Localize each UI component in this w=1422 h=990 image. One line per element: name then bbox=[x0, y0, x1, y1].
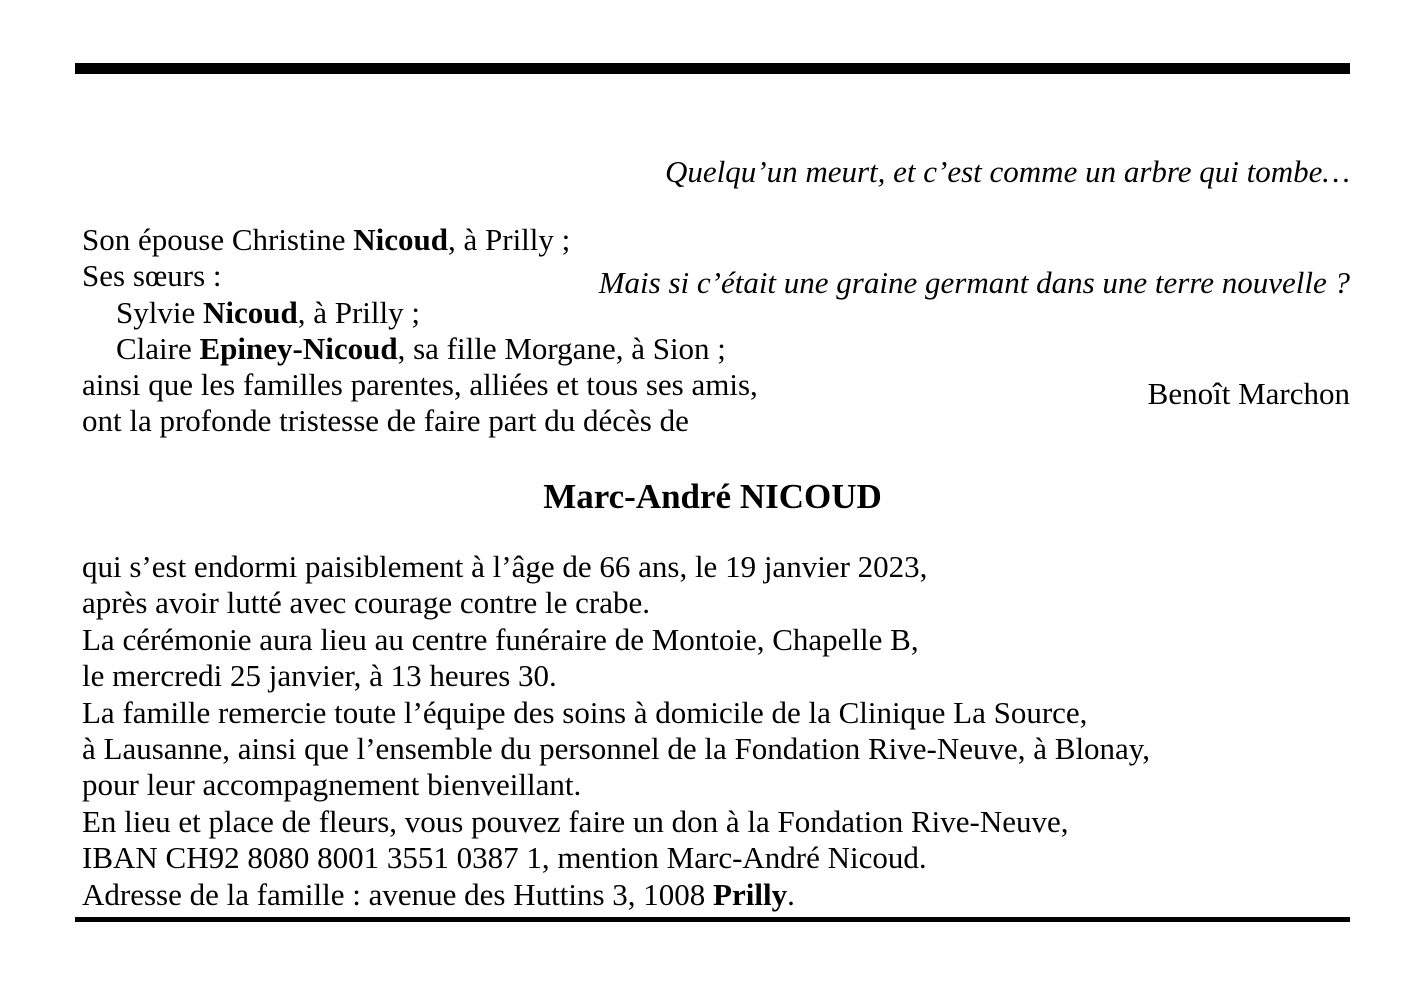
details-line-illness: après avoir lutté avec courage contre le crabe. bbox=[82, 585, 651, 621]
family-line-sisters-heading: Ses sœurs : bbox=[82, 258, 222, 294]
deceased-name: Marc-André NICOUD bbox=[543, 477, 882, 516]
spouse-surname: Nicoud bbox=[353, 222, 448, 257]
sister2-surname: Epiney-Nicoud bbox=[199, 330, 398, 366]
address-period: . bbox=[787, 876, 795, 912]
epigraph-attribution: Benoît Marchon bbox=[1147, 376, 1350, 411]
details-line-thanks-2: à Lausanne, ainsi que l’ensemble du personnel de la Fondation Rive-Neuve, à Blonay, bbox=[82, 731, 1151, 767]
details-line-thanks-1: La famille remercie toute l’équipe des soins à domicile de la Clinique La Source, bbox=[82, 694, 1088, 730]
epigraph-line-1: Quelqu’un meurt, et c’est comme un arbre qui tombe… bbox=[664, 154, 1350, 189]
address-city: Prilly bbox=[713, 876, 788, 912]
details-line-address bbox=[82, 877, 1350, 913]
top-rule bbox=[75, 63, 1350, 74]
sister2-text: Claire bbox=[116, 330, 200, 366]
family-section bbox=[82, 222, 1350, 440]
bottom-rule bbox=[75, 917, 1350, 922]
address-text: Adresse de la famille : avenue des Huttins 3, 1008 bbox=[82, 876, 714, 912]
family-line-sister-2 bbox=[82, 331, 1350, 367]
family-line-relatives: ainsi que les familles parentes, alliées et tous ses amis, bbox=[82, 367, 758, 403]
details-line-ceremony-place: La cérémonie aura lieu au centre funéraire de Montoie, Chapelle B, bbox=[82, 621, 919, 657]
sister2-place: , sa fille Morgane, à Sion ; bbox=[397, 330, 726, 366]
details-line-iban: IBAN CH92 8080 8001 3551 0387 1, mention Marc-André Nicoud. bbox=[82, 840, 927, 876]
sister1-surname: Nicoud bbox=[202, 294, 298, 330]
spouse-text: Son épouse Christine bbox=[82, 222, 354, 257]
epigraph-line-2: Mais si c’était une graine germant dans une terre nouvelle ? bbox=[598, 265, 1350, 300]
sister1-text: Sylvie bbox=[116, 294, 203, 330]
family-line-announcement: ont la profonde tristesse de faire part du décès de bbox=[82, 403, 689, 439]
family-line-sister-1 bbox=[82, 295, 1350, 331]
details-line-thanks-3: pour leur accompagnement bienveillant. bbox=[82, 767, 582, 803]
sister1-place: , à Prilly ; bbox=[297, 294, 421, 330]
spouse-place: , à Prilly ; bbox=[448, 222, 571, 257]
details-line-ceremony-time: le mercredi 25 janvier, à 13 heures 30. bbox=[82, 658, 557, 694]
details-line-death: qui s’est endormi paisiblement à l’âge de 66 ans, le 19 janvier 2023, bbox=[82, 549, 928, 584]
family-line-spouse bbox=[82, 222, 1350, 258]
details-line-donation: En lieu et place de fleurs, vous pouvez faire un don à la Fondation Rive-Neuve, bbox=[82, 803, 1069, 839]
details-section bbox=[82, 549, 1350, 913]
